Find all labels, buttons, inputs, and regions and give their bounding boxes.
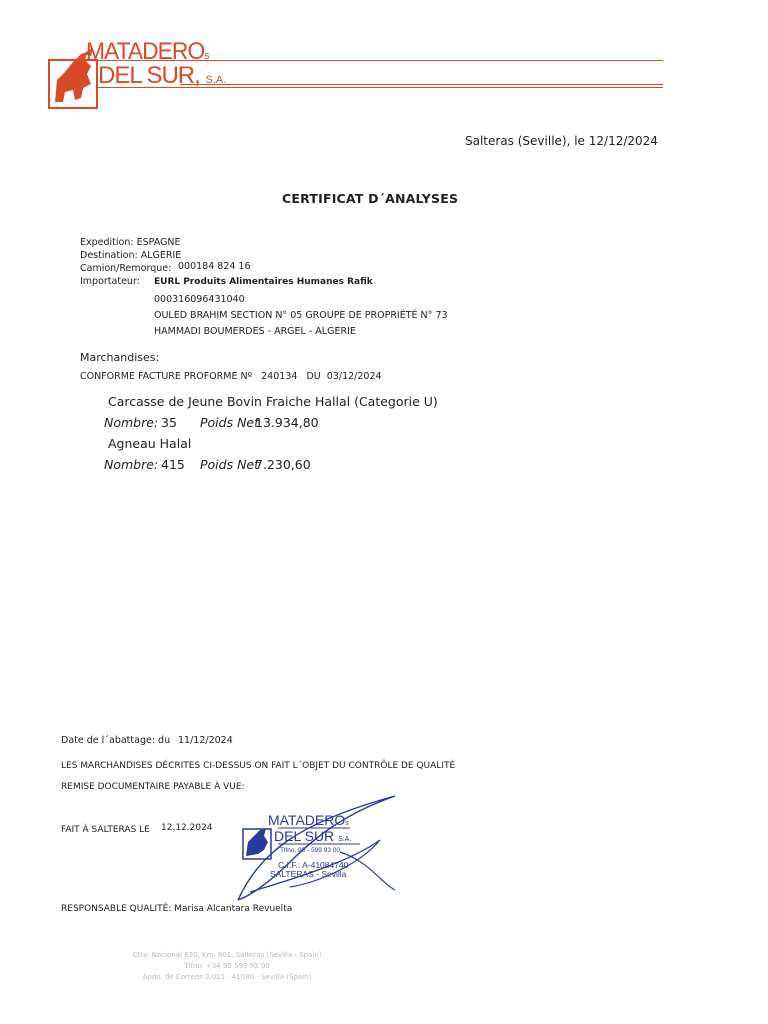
item-count: 35: [161, 415, 177, 430]
item-name: Carcasse de Jeune Bovin Fraiche Hallal (Categorie U): [108, 394, 438, 409]
stamp-city: SALTERAS - Sevilla: [270, 869, 347, 879]
payment-terms: REMISE DOCUMENTAIRE PAYABLE À VUE:: [61, 782, 245, 792]
signature-date: 12.12.2024: [161, 823, 213, 833]
importer-address-line1: OULED BRAHIM SECTION N° 05 GROUPE DE PROPRIÉTÉ N° 73: [154, 310, 448, 321]
invoice-reference: CONFORME FACTURE PROFORME Nº 240134 DU 03/12/2024: [80, 371, 382, 382]
item-weight-label: Poids Net: [200, 415, 260, 430]
stamp-line1: MATADEROs: [268, 812, 349, 828]
item-name: Agneau Halal: [108, 436, 192, 451]
footer-postal: Apdo. de Correos 2.011 · 41080 - Sevilla (Spain): [142, 973, 312, 981]
importateur-label: Importateur:: [80, 276, 140, 287]
importer-id: 000316096431040: [154, 294, 245, 305]
importer-address-line2: HAMMADI BOUMERDES - ARGEL - ALGERIE: [154, 326, 356, 337]
stamp-line2: DEL SUR S.A.: [274, 828, 352, 844]
item-count: 415: [161, 457, 185, 472]
stamp-cif: C.I.F.: A-41084740: [278, 860, 349, 870]
camion-value: 000184 824 16: [178, 261, 251, 272]
item-count-label: Nombre:: [104, 415, 159, 430]
item-weight: 13.934,80: [255, 415, 319, 430]
place-date: Salteras (Seville), le 12/12/2024: [465, 134, 658, 148]
camion-label: Camion/Remorque:: [80, 263, 172, 274]
slaughter-date-label: Date de l´abattage: du: [61, 735, 171, 746]
expedition: Expedition: ESPAGNE: [80, 237, 181, 248]
item-weight-label: Poids Net: [200, 457, 260, 472]
goods-label: Marchandises:: [80, 351, 160, 364]
logo-text-del-sur: DEL SUR, S.A.: [98, 62, 227, 89]
place-of-signature-label: FAIT À SALTERAS LE: [61, 825, 150, 835]
document-title: CERTIFICAT D´ANALYSES: [282, 191, 459, 206]
quality-manager: RESPONSABLE QUALITÉ: Marisa Alcantara Revuelta: [61, 904, 293, 914]
destination: Destination: ALGERIE: [80, 250, 182, 261]
item-count-label: Nombre:: [104, 457, 159, 472]
footer-address: Ctra. Nacional 630, Km. 801. Salteras (Sevilla - Spain): [132, 951, 322, 959]
logo-text-matadero: MATADEROs: [86, 38, 210, 65]
letterhead-rule-middle: [180, 84, 663, 85]
item-weight: 7.230,60: [255, 457, 311, 472]
slaughter-date: 11/12/2024: [178, 735, 233, 746]
stamp-phone: Tlfno. 95 - 599 93 00: [280, 847, 340, 854]
importer-name: EURL Produits Alimentaires Humanes Rafik: [154, 277, 373, 287]
company-stamp: [230, 792, 405, 907]
footer-phone: Tlfno. +34 95 599 93 00: [184, 962, 270, 970]
quality-statement: LES MARCHANDISES DÉCRITES CI-DESSUS ON FAIT L´OBJET DU CONTRÔLE DE QUALITÉ: [61, 761, 456, 771]
